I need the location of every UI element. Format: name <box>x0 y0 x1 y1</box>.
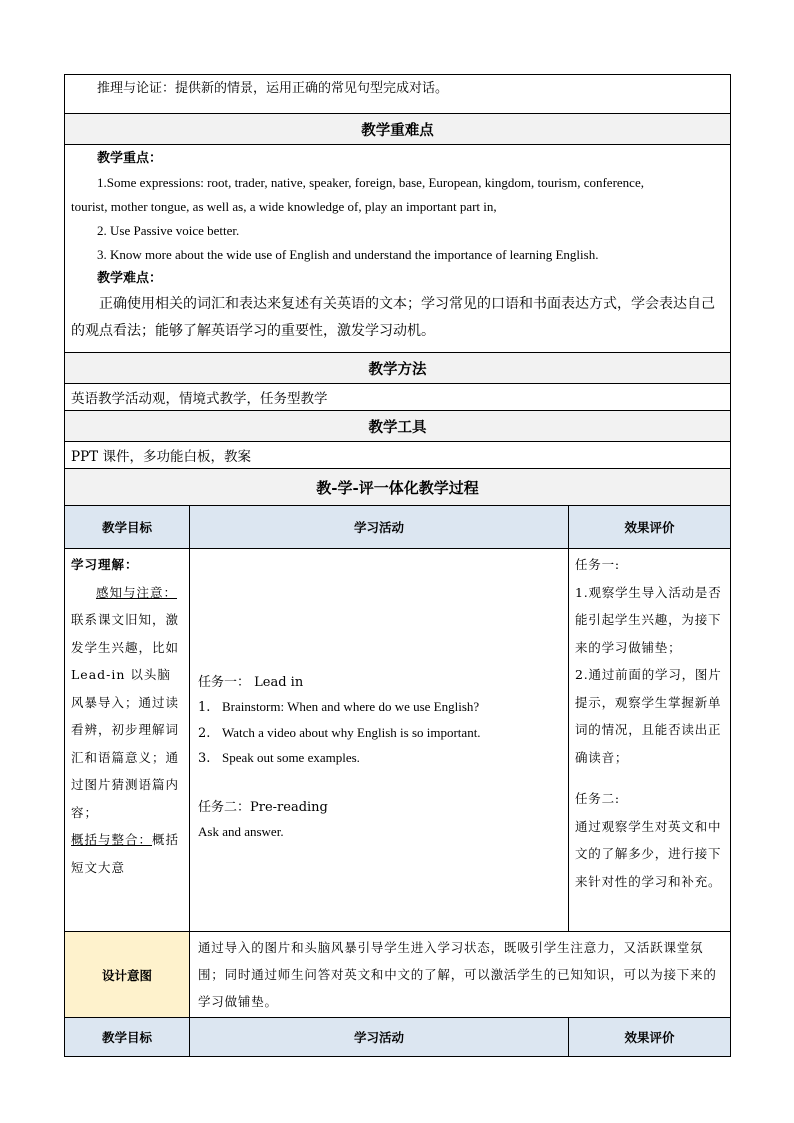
task2-title: 任务二：Pre-reading <box>198 799 328 815</box>
goal-sub-label-2: 概括与整合： <box>71 832 153 847</box>
task1-item: 3. Speak out some examples. <box>198 750 360 766</box>
task1-title: 任务一： Lead in <box>198 675 304 690</box>
difficult-points-text: 正确使用相关的词汇和表达来复述有关英语的文本；学习常见的口语和书面表达方式，学会表达自己的观点看法；能够了解英语学习的重要性，激发学习动机。 <box>71 296 715 339</box>
eval-p2: 2.通过前面的学习，图片提示，观察学生掌握新单词的情况，且能否读出正确读音； <box>575 667 722 765</box>
methods-text: 英语教学活动观，情境式教学，任务型教学 <box>65 384 731 411</box>
eval-p1: 1.观察学生导入活动是否能引起学生兴趣，为接下来的学习做铺垫； <box>575 584 722 655</box>
focus-heading: 教学重难点 <box>65 114 731 145</box>
focus-row <box>65 145 731 353</box>
task2-text: Ask and answer. <box>198 823 284 839</box>
eval-p3: 通过观察学生对英文和中文的了解多少，进行接下来针对性的学习和补充。 <box>575 818 722 889</box>
methods-heading: 教学方法 <box>65 353 731 384</box>
col-evaluation-header: 效果评价 <box>569 506 731 549</box>
key-points-label: 教学重点： <box>97 151 163 166</box>
key-item-3: 3. Know more about the wide use of English and understand the importance of learning English. <box>97 247 599 262</box>
key-item-1: 1.Some expressions: root, trader, native, speaker, foreign, base, European, kingdom, tourism, conference, <box>97 175 644 190</box>
goal-cell <box>65 549 190 932</box>
difficult-points-label: 教学难点： <box>97 271 163 286</box>
eval-task2: 任务二: <box>575 791 620 806</box>
activity-cell <box>190 549 569 932</box>
process-body-row <box>65 549 731 932</box>
task1-list <box>198 695 560 772</box>
design-row <box>65 932 731 1018</box>
col-evaluation-header-2: 效果评价 <box>569 1018 731 1057</box>
goal-text: 联系课文旧知，激发学生兴趣，比如 Lead-in 以头脑风暴导入；通过读看辨，初步理解词汇和语篇意义；通过图片猜测语篇内容； <box>71 612 180 820</box>
tools-text: PPT 课件，多功能白板，教案 <box>65 442 731 469</box>
col-goal-header-2: 教学目标 <box>65 1018 190 1057</box>
col-goal-header: 教学目标 <box>65 506 190 549</box>
evaluation-cell <box>569 549 731 932</box>
tools-heading: 教学工具 <box>65 411 731 442</box>
task1-item: 1. Brainstorm: When and where do we use English? <box>198 699 480 715</box>
eval-task1: 任务一: <box>575 557 620 572</box>
process-heading: 教-学-评一体化教学过程 <box>65 469 731 506</box>
lesson-plan-table <box>64 74 731 1057</box>
task1-item: 2. Watch a video about why English is so important. <box>198 724 481 741</box>
column-header-row-2 <box>65 1018 731 1057</box>
goal-text-2: 概括短文大意 <box>71 832 180 875</box>
goal-label: 学习理解： <box>71 557 139 572</box>
key-item-2: 2. Use Passive voice better. <box>97 223 240 238</box>
goal-sub-label: 感知与注意： <box>96 584 178 600</box>
column-header-row <box>65 506 731 549</box>
reasoning-row <box>65 75 731 114</box>
col-activity-header-2: 学习活动 <box>190 1018 569 1057</box>
lesson-plan-page <box>64 74 730 1057</box>
design-label: 设计意图 <box>65 932 190 1018</box>
reasoning-text: 推理与论证：提供新的情景，运用正确的常见句型完成对话。 <box>97 81 449 96</box>
col-activity-header: 学习活动 <box>190 506 569 549</box>
design-text: 通过导入的图片和头脑风暴引导学生进入学习状态，既吸引学生注意力，又活跃课堂氛围；同时通过师生问答对英文和中文的了解，可以激活学生的已知知识，可以为接下来的学习做铺垫。 <box>190 932 731 1018</box>
key-item-1-cont: tourist, mother tongue, as well as, a wide knowledge of, play an important part in, <box>71 199 497 214</box>
